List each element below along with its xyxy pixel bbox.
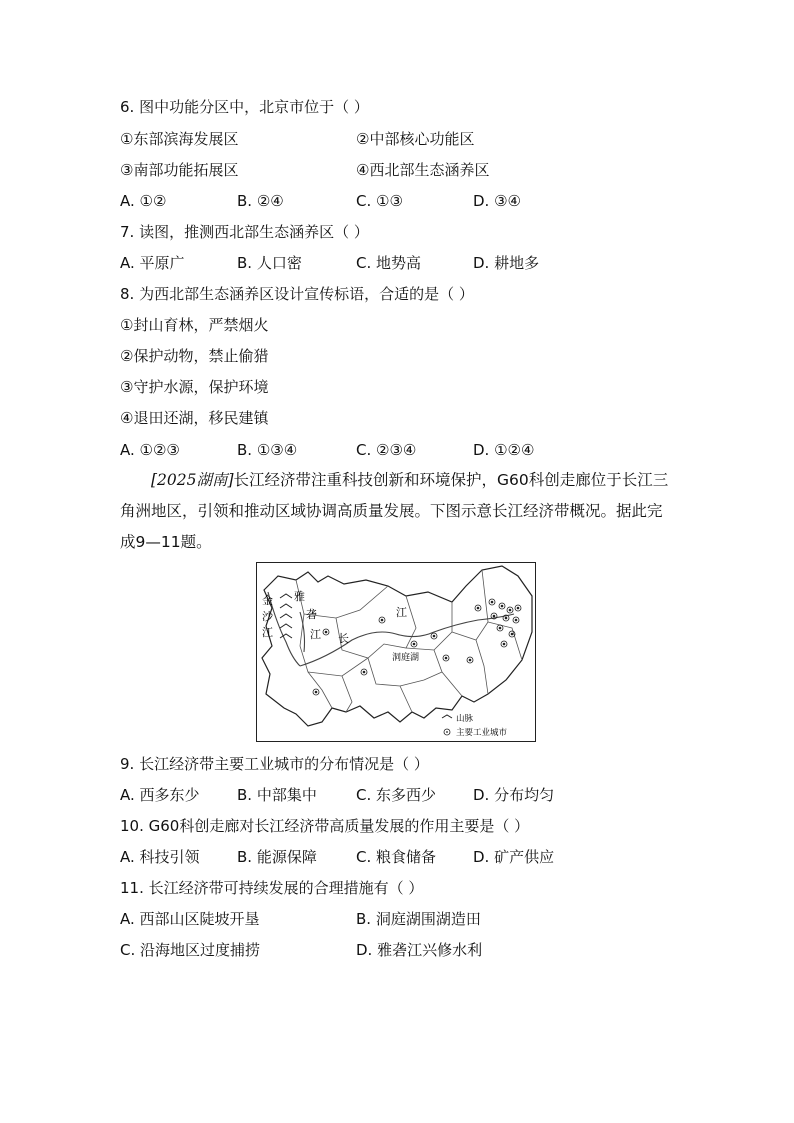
q8-item-1: ①封山育林，严禁烟火 bbox=[120, 316, 269, 334]
map-label-jin: 金 bbox=[262, 594, 273, 607]
q8-option-d: D. ①②④ bbox=[473, 441, 535, 459]
q9-option-d: D. 分布均匀 bbox=[473, 786, 555, 804]
map-label-chang: 长 bbox=[338, 632, 349, 645]
q11-option-c: C. 沿海地区过度捕捞 bbox=[120, 941, 261, 959]
q10-option-d: D. 矿产供应 bbox=[473, 848, 555, 866]
passage bbox=[120, 465, 675, 558]
q8-item-4: ④退田还湖，移民建镇 bbox=[120, 409, 269, 427]
map-label-jiang-1: 江 bbox=[262, 626, 273, 639]
q6-item-1: ①东部滨海发展区 bbox=[120, 130, 239, 148]
q10-option-c: C. 粮食储备 bbox=[356, 848, 437, 866]
q8-stem: 8. 为西北部生态涵养区设计宣传标语，合适的是（ ） bbox=[120, 285, 474, 303]
q6-option-b: B. ②④ bbox=[237, 192, 284, 210]
legend-city-label: 主要工业城市 bbox=[456, 728, 508, 738]
map-label-sha: 沙 bbox=[262, 610, 273, 623]
q11-option-b: B. 洞庭湖围湖造田 bbox=[356, 910, 481, 928]
passage-text: 长江经济带注重科技创新和环境保护，G60科创走廊位于长江三角洲地区，引领和推动区域协调高质量发展。下图示意长江经济带概况。据此完成9—11题。 bbox=[120, 471, 669, 551]
q9-option-b: B. 中部集中 bbox=[237, 786, 317, 804]
q9-stem: 9. 长江经济带主要工业城市的分布情况是（ ） bbox=[120, 755, 429, 773]
q9-option-a: A. 西多东少 bbox=[120, 786, 200, 804]
q11-option-d: D. 雅砻江兴修水利 bbox=[356, 941, 483, 959]
q10-option-a: A. 科技引领 bbox=[120, 848, 200, 866]
q10-stem: 10. G60科创走廊对长江经济带高质量发展的作用主要是（ ） bbox=[120, 817, 530, 835]
q6-item-3: ③南部功能拓展区 bbox=[120, 161, 239, 179]
q8-option-c: C. ②③④ bbox=[356, 441, 417, 459]
passage-source: [2025湖南] bbox=[151, 471, 234, 489]
yangtze-economic-belt-map bbox=[256, 562, 536, 742]
q6-item-2: ②中部核心功能区 bbox=[356, 130, 475, 148]
map-label-long: 砻 bbox=[306, 608, 317, 621]
q8-item-3: ③守护水源，保护环境 bbox=[120, 378, 269, 396]
legend-mountain-label: 山脉 bbox=[456, 714, 474, 724]
q6-option-d: D. ③④ bbox=[473, 192, 521, 210]
map-label-dongting: 洞庭湖 bbox=[392, 653, 420, 663]
q10-option-b: B. 能源保障 bbox=[237, 848, 317, 866]
map-label-jiang-3: 江 bbox=[396, 606, 407, 619]
q8-item-2: ②保护动物，禁止偷猎 bbox=[120, 347, 269, 365]
q7-option-a: A. 平原广 bbox=[120, 254, 185, 272]
q8-option-a: A. ①②③ bbox=[120, 441, 180, 459]
q7-option-d: D. 耕地多 bbox=[473, 254, 540, 272]
q6-option-a: A. ①② bbox=[120, 192, 167, 210]
q11-stem: 11. 长江经济带可持续发展的合理措施有（ ） bbox=[120, 879, 424, 897]
map-label-ya: 雅 bbox=[294, 590, 305, 603]
q7-stem: 7. 读图，推测西北部生态涵养区（ ） bbox=[120, 223, 369, 241]
q7-option-b: B. 人口密 bbox=[237, 254, 302, 272]
q6-stem: 6. 图中功能分区中，北京市位于（ ） bbox=[120, 98, 369, 116]
q6-option-c: C. ①③ bbox=[356, 192, 403, 210]
map-label-jiang-2: 江 bbox=[310, 628, 321, 641]
q6-item-4: ④西北部生态涵养区 bbox=[356, 161, 490, 179]
q9-option-c: C. 东多西少 bbox=[356, 786, 437, 804]
q8-option-b: B. ①③④ bbox=[237, 441, 298, 459]
q11-option-a: A. 西部山区陡坡开垦 bbox=[120, 910, 260, 928]
q7-option-c: C. 地势高 bbox=[356, 254, 422, 272]
